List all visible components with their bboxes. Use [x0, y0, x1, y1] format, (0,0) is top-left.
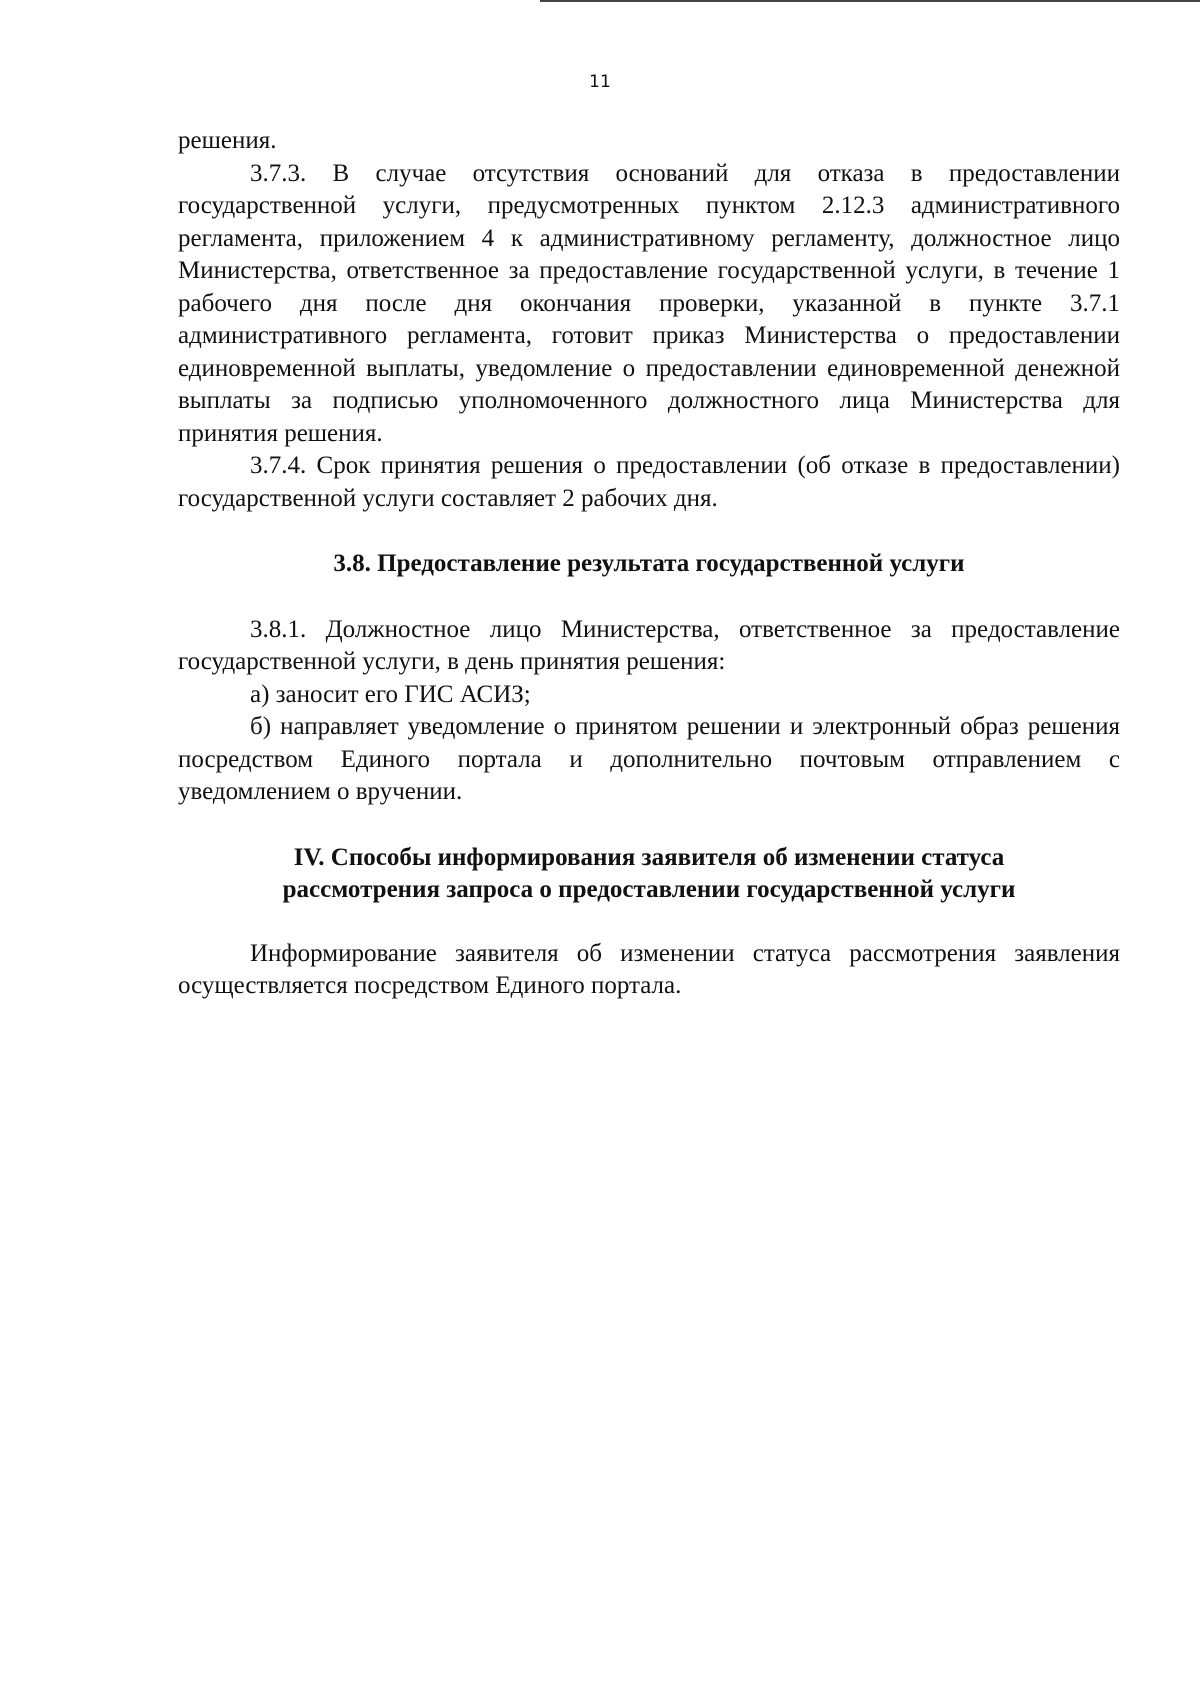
paragraph-3-7-4: 3.7.4. Срок принятия решения о предоставлении (об отказе в предоставлении) государственной услуги составляет 2 рабочих дня. [178, 452, 1120, 512]
chapter-heading-iv [178, 842, 1120, 907]
list-item-b: б) направляет уведомление о принятом решении и электронный образ решения посредством Единого портала и дополнительно почтовым отправлением с уведомлением о вручении. [178, 713, 1120, 805]
paragraph-3-7-3: 3.7.3. В случае отсутствия оснований для отказа в предоставлении государственной услуги, предусмотренных пунктом 2.12.3 административного регламента, приложением 4 к административному регламенту, должностное лицо Министерства, ответственное за предоставление государственной услуги, в течение 1 рабочего дня после дня окончания проверки, указанной в пункте 3.7.1 административного регламента, готовит приказ Министерства о предоставлении единовременной выплаты, уведомление о предоставлении единовременной денежной выплаты за подписью уполномоченного должностного лица Министерства для принятия решения. [178, 159, 1120, 447]
paragraph-informing: Информирование заявителя об изменении статуса рассмотрения заявления осуществляется посредством Единого портала. [178, 939, 1120, 999]
chapter-heading-iv-line-1: IV. Способы информирования заявителя об изменении статуса [293, 843, 1005, 871]
paragraph-3-8-1: 3.8.1. Должностное лицо Министерства, ответственное за предоставление государственной услуги, в день принятия решения: [178, 615, 1120, 675]
section-heading-3-8: 3.8. Предоставление результата государственной услуги [333, 550, 965, 577]
chapter-heading-iv-line-2: рассмотрения запроса о предоставлении государственной услуги [282, 876, 1016, 903]
document-body [178, 125, 1120, 1003]
page-number: 11 [589, 72, 611, 92]
paragraph-continuation: решения. [178, 127, 277, 154]
list-item-a: а) заносит его ГИС АСИЗ; [250, 680, 531, 708]
top-scan-edge-line [540, 0, 1200, 2]
